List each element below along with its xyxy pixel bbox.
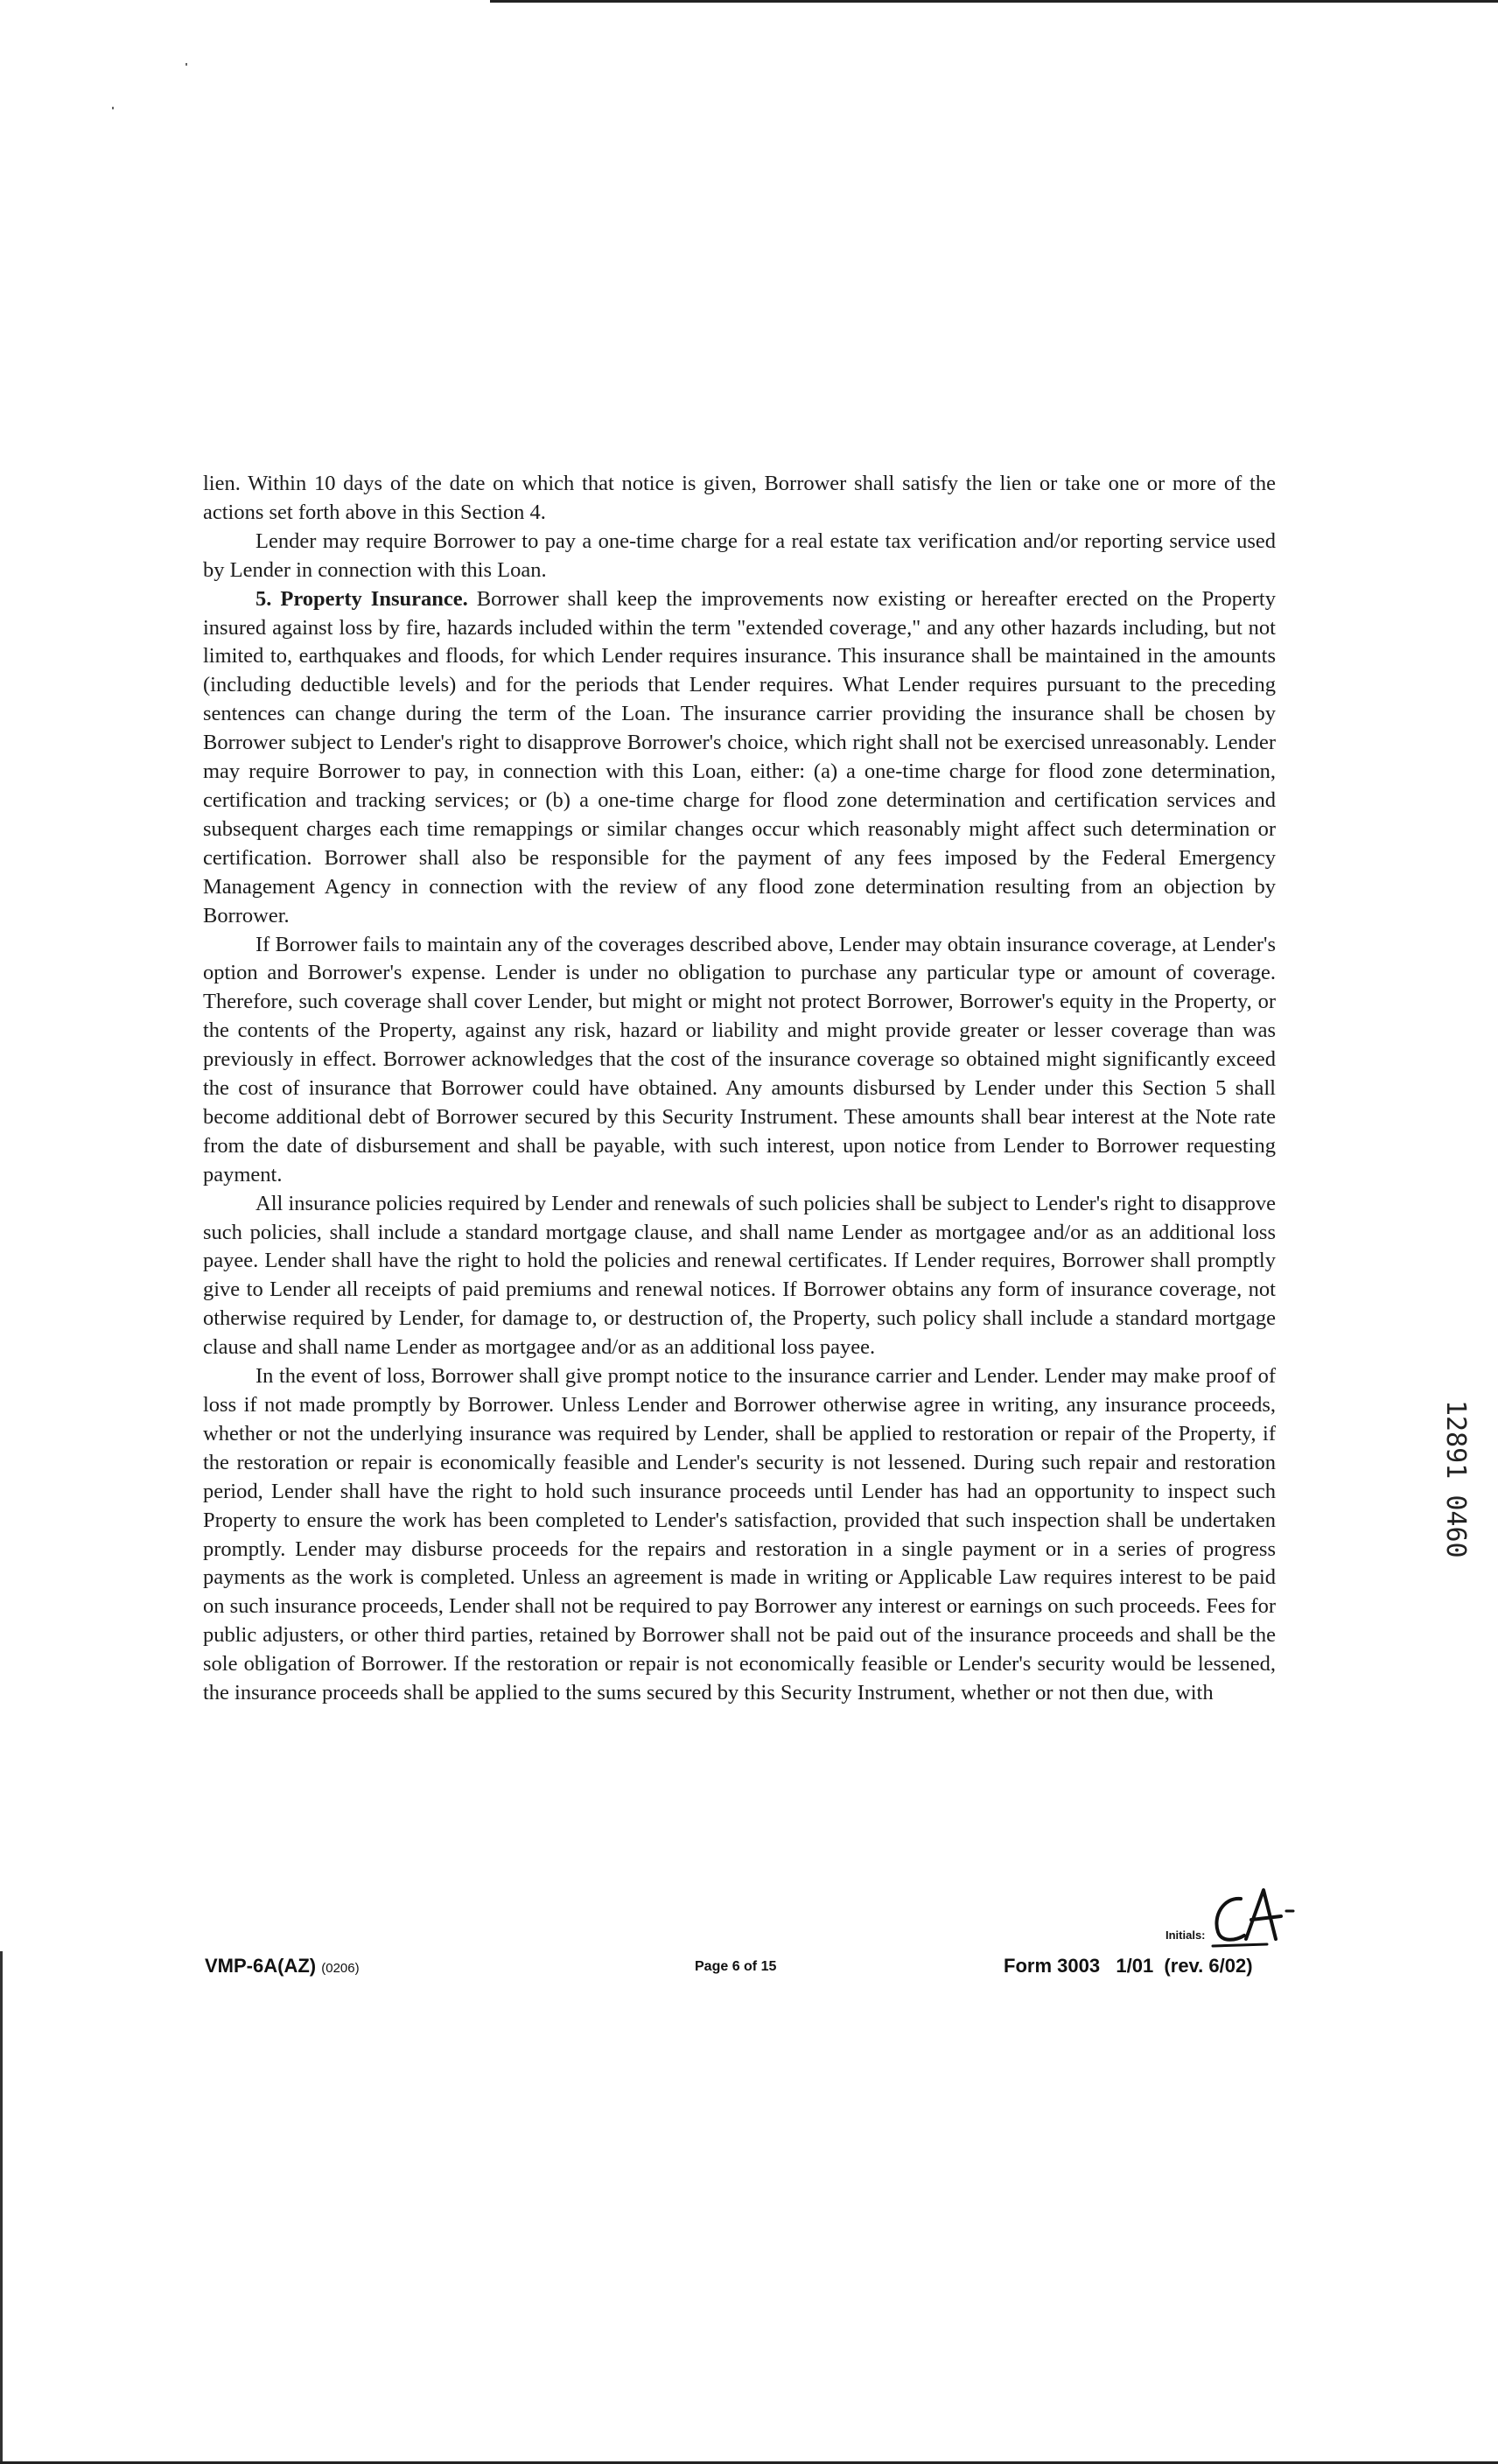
initials-signature	[1206, 1881, 1311, 1951]
paragraph-coverage-failure: If Borrower fails to maintain any of the coverages described above, Lender may obtain insurance coverage, at Lender's option and Borrower's expense. Lender is under no obligation to purchase any particular type or amount of coverage. Therefore, such coverage shall cover Lender, but might or might not protect Borrower, Borrower's equity in the Property, or the contents of the Property, against any risk, hazard or liability and might provide greater or lesser coverage than was previously in effect. Borrower acknowledges that the cost of the insurance coverage so obtained might significantly exceed the cost of insurance that Borrower could have obtained. Any amounts disbursed by Lender under this Section 5 shall become additional debt of Borrower secured by this Security Instrument. These amounts shall bear interest at the Note rate from the date of disbursement and shall be payable, with such interest, upon notice from Lender to Borrower requesting payment.	[203, 932, 1276, 1186]
scan-speck	[186, 63, 187, 66]
section-5-text: Borrower shall keep the improvements now existing or hereafter erected on the Property insured against loss by fire, hazards included within the term "extended coverage," and any other hazards including, but not limited to, earthquakes and floods, for which Lender requires insurance. This insurance shall be maintained in the amounts (including deductible levels) and for the periods that Lender requires. What Lender requires pursuant to the preceding sentences can change during the term of the Loan. The insurance carrier providing the insurance shall be chosen by Borrower subject to Lender's right to disapprove Borrower's choice, which right shall not be exercised unreasonably. Lender may require Borrower to pay, in connection with this Loan, either: (a) a one-time charge for flood zone determination, certification and tracking services; or (b) a one-time charge for flood zone determination and certification services and subsequent charges each time remappings or similar changes occur which reasonably might affect such determination or certification. Borrower shall also be responsible for the payment of any fees imposed by the Federal Emergency Management Agency in connection with the review of any flood zone determination resulting from an objection by Borrower.	[203, 586, 1276, 928]
paragraph-property-insurance	[203, 585, 1276, 931]
paragraph-insurance-policies: All insurance policies required by Lender and renewals of such policies shall be subject to Lender's right to disapprove such policies, shall include a standard mortgage clause, and shall name Lender as mortgagee and/or as an additional loss payee. Lender shall have the right to hold the policies and renewal certificates. If Lender requires, Borrower shall promptly give to Lender all receipts of paid premiums and renewal notices. If Borrower obtains any form of insurance coverage, not otherwise required by Lender, for damage to, or destruction of, the Property, such policy shall include a standard mortgage clause and shall name Lender as mortgagee and/or as an additional loss payee.	[203, 1191, 1276, 1360]
section-5-heading: 5. Property Insurance.	[256, 586, 468, 611]
document-number-stamp: 12891 0460	[1440, 1400, 1471, 1558]
document-body	[203, 470, 1276, 1708]
scan-speck	[112, 107, 114, 109]
initials-label: Initials:	[1166, 1928, 1206, 1942]
footer-form-code	[205, 1955, 360, 1978]
footer-form-number: Form 3003 1/01 (rev. 6/02)	[1004, 1955, 1253, 1977]
form-code: VMP-6A(AZ)	[205, 1955, 317, 1977]
paragraph-event-of-loss: In the event of loss, Borrower shall give prompt notice to the insurance carrier and Lender. Lender may make proof of loss if not made promptly by Borrower. Unless Lender and Borrower otherwise agree in writing, any insurance proceeds, whether or not the underlying insurance was required by Lender, shall be applied to restoration or repair of the Property, if the restoration or repair is economically feasible and Lender's security is not lessened. During such repair and restoration period, Lender shall have the right to hold such insurance proceeds until Lender has had an opportunity to inspect such Property to ensure the work has been completed to Lender's satisfaction, provided that such inspection shall be undertaken promptly. Lender may disburse proceeds for the repairs and restoration in a single payment or in a series of progress payments as the work is completed. Unless an agreement is made in writing or Applicable Law requires interest to be paid on such insurance proceeds, Lender shall not be required to pay Borrower any interest or earnings on such proceeds. Fees for public adjusters, or other third parties, retained by Borrower shall not be paid out of the insurance proceeds and shall be the sole obligation of Borrower. If the restoration or repair is not economically feasible or Lender's security would be lessened, the insurance proceeds shall be applied to the sums secured by this Security Instrument, whether or not then due, with	[203, 1364, 1276, 1705]
paragraph-tax-verification: Lender may require Borrower to pay a one-time charge for a real estate tax verification and/or reporting service used by Lender in connection with this Loan.	[203, 528, 1276, 582]
footer-page-number: Page 6 of 15	[695, 1959, 777, 1974]
scan-edge-left	[0, 1951, 3, 2464]
paragraph-lien-continuation: lien. Within 10 days of the date on which that notice is given, Borrower shall satisfy the lien or take one or more of the actions set forth above in this Section 4.	[203, 472, 1276, 524]
form-code-suffix: (0206)	[321, 1961, 360, 1976]
scan-edge-top	[490, 0, 1498, 3]
